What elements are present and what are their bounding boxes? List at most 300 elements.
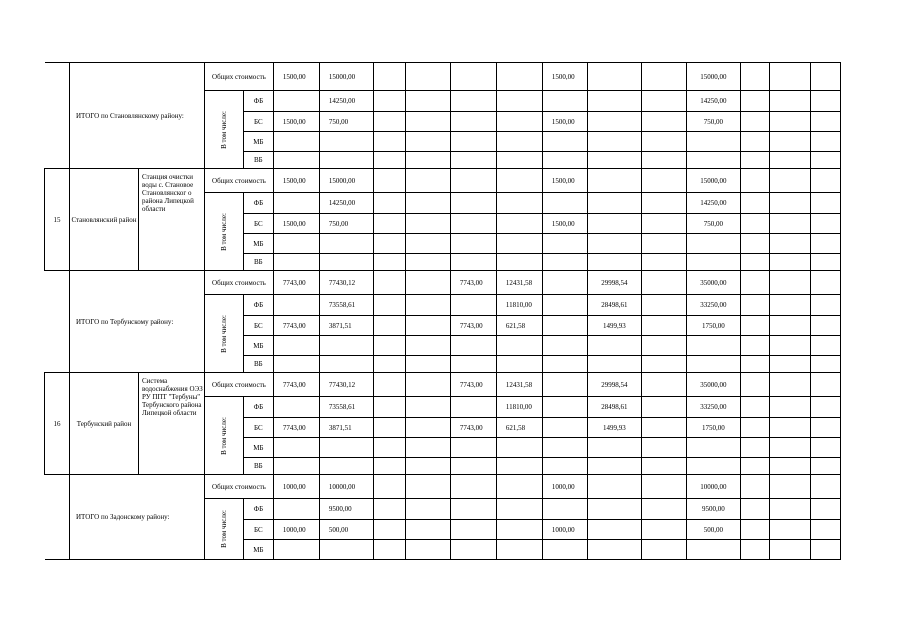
- source-label: ВБ: [243, 152, 273, 169]
- value-cell: 1500,00: [542, 63, 587, 91]
- source-label: ФБ: [243, 295, 273, 316]
- value-cell: [405, 356, 450, 373]
- value-cell: [769, 169, 810, 193]
- value-cell: [587, 520, 641, 540]
- value-cell: [496, 356, 542, 373]
- value-cell: [810, 254, 840, 271]
- value-cell: [810, 112, 840, 132]
- value-cell: [587, 356, 641, 373]
- value-cell: [273, 499, 319, 520]
- value-cell: 73558,61: [319, 295, 373, 316]
- value-cell: [542, 254, 587, 271]
- including-label: [205, 295, 244, 373]
- value-cell: [587, 152, 641, 169]
- value-cell: [686, 438, 740, 458]
- value-cell: [373, 438, 405, 458]
- value-cell: 7743,00: [273, 418, 319, 438]
- value-cell: 1500,00: [273, 112, 319, 132]
- value-cell: [405, 254, 450, 271]
- value-cell: [740, 169, 769, 193]
- value-cell: [496, 458, 542, 475]
- value-cell: [496, 475, 542, 499]
- value-cell: [450, 254, 496, 271]
- value-cell: [273, 336, 319, 356]
- value-cell: [810, 397, 840, 418]
- value-cell: [273, 234, 319, 254]
- value-cell: [587, 91, 641, 112]
- value-cell: [496, 336, 542, 356]
- value-cell: [686, 458, 740, 475]
- value-cell: [686, 132, 740, 152]
- value-cell: [450, 397, 496, 418]
- value-cell: [769, 152, 810, 169]
- value-cell: 35000,00: [686, 373, 740, 397]
- value-cell: [542, 336, 587, 356]
- value-cell: 7743,00: [450, 271, 496, 295]
- source-label: БС: [243, 520, 273, 540]
- value-cell: [273, 540, 319, 560]
- value-cell: [542, 540, 587, 560]
- value-cell: [542, 458, 587, 475]
- value-cell: [740, 214, 769, 234]
- value-cell: [405, 193, 450, 214]
- value-cell: [587, 214, 641, 234]
- value-cell: [319, 458, 373, 475]
- value-cell: [641, 63, 686, 91]
- value-cell: [405, 214, 450, 234]
- value-cell: [769, 63, 810, 91]
- value-cell: 1750,00: [686, 316, 740, 336]
- value-cell: [769, 271, 810, 295]
- value-cell: [740, 132, 769, 152]
- value-cell: 35000,00: [686, 271, 740, 295]
- value-cell: [740, 336, 769, 356]
- object-row: [45, 169, 888, 193]
- value-cell: [542, 397, 587, 418]
- value-cell: [686, 234, 740, 254]
- value-cell: [810, 418, 840, 438]
- source-label: БС: [243, 112, 273, 132]
- source-label: ВБ: [243, 458, 273, 475]
- value-cell: [450, 499, 496, 520]
- value-cell: [641, 152, 686, 169]
- value-cell: [405, 152, 450, 169]
- value-cell: [641, 169, 686, 193]
- value-cell: [450, 152, 496, 169]
- value-cell: [450, 214, 496, 234]
- value-cell: 500,00: [319, 520, 373, 540]
- value-cell: 14250,00: [319, 193, 373, 214]
- value-cell: [769, 520, 810, 540]
- value-cell: [686, 152, 740, 169]
- value-cell: [319, 336, 373, 356]
- value-cell: [319, 356, 373, 373]
- value-cell: [769, 499, 810, 520]
- value-cell: 28498,61: [587, 295, 641, 316]
- value-cell: [740, 356, 769, 373]
- value-cell: [496, 132, 542, 152]
- value-cell: [405, 91, 450, 112]
- value-cell: 1500,00: [542, 169, 587, 193]
- value-cell: [542, 356, 587, 373]
- row-number: 15: [45, 169, 70, 271]
- value-cell: [587, 540, 641, 560]
- value-cell: [450, 169, 496, 193]
- value-cell: [740, 475, 769, 499]
- value-cell: [740, 373, 769, 397]
- value-cell: [319, 438, 373, 458]
- including-text: В том числе:: [219, 110, 228, 149]
- value-cell: 7743,00: [273, 373, 319, 397]
- value-cell: [496, 520, 542, 540]
- source-label: ФБ: [243, 499, 273, 520]
- value-cell: [405, 234, 450, 254]
- value-cell: [319, 152, 373, 169]
- value-cell: 33250,00: [686, 295, 740, 316]
- value-cell: 12431,58: [496, 373, 542, 397]
- value-cell: [542, 295, 587, 316]
- value-cell: [769, 112, 810, 132]
- value-cell: [769, 540, 810, 560]
- value-cell: [641, 295, 686, 316]
- including-label: [205, 193, 244, 271]
- value-cell: [587, 475, 641, 499]
- source-label: МБ: [243, 336, 273, 356]
- value-cell: [405, 520, 450, 540]
- district-name: Становлянский район: [70, 169, 139, 271]
- value-cell: 73558,61: [319, 397, 373, 418]
- value-cell: [273, 356, 319, 373]
- value-cell: [769, 458, 810, 475]
- value-cell: [542, 132, 587, 152]
- cost-label: Общих стоимость: [205, 475, 274, 499]
- value-cell: [450, 63, 496, 91]
- including-text: В том числе:: [219, 212, 228, 251]
- value-cell: [810, 336, 840, 356]
- value-cell: [641, 540, 686, 560]
- value-cell: [373, 254, 405, 271]
- value-cell: [641, 520, 686, 540]
- value-cell: [641, 112, 686, 132]
- value-cell: [450, 458, 496, 475]
- value-cell: [405, 418, 450, 438]
- value-cell: [641, 214, 686, 234]
- source-label: МБ: [243, 540, 273, 560]
- value-cell: 1000,00: [273, 520, 319, 540]
- value-cell: [450, 438, 496, 458]
- source-label: ФБ: [243, 397, 273, 418]
- value-cell: [641, 91, 686, 112]
- value-cell: 15000,00: [319, 63, 373, 91]
- value-cell: [542, 234, 587, 254]
- total-label: ИТОГО по Становлянскому району:: [70, 63, 205, 169]
- value-cell: [740, 271, 769, 295]
- value-cell: 10000,00: [686, 475, 740, 499]
- value-cell: 77430,12: [319, 271, 373, 295]
- value-cell: [769, 397, 810, 418]
- value-cell: [496, 254, 542, 271]
- value-cell: [373, 520, 405, 540]
- value-cell: [810, 169, 840, 193]
- value-cell: [542, 152, 587, 169]
- cost-label: Общих стоимость: [205, 373, 274, 397]
- value-cell: [810, 356, 840, 373]
- value-cell: [810, 271, 840, 295]
- value-cell: [641, 336, 686, 356]
- value-cell: [810, 63, 840, 91]
- value-cell: 1500,00: [273, 63, 319, 91]
- source-label: БС: [243, 418, 273, 438]
- value-cell: [641, 373, 686, 397]
- value-cell: [769, 373, 810, 397]
- value-cell: [769, 438, 810, 458]
- value-cell: [740, 152, 769, 169]
- value-cell: [405, 112, 450, 132]
- value-cell: 29998,54: [587, 271, 641, 295]
- value-cell: [769, 336, 810, 356]
- value-cell: [450, 356, 496, 373]
- value-cell: [740, 91, 769, 112]
- value-cell: [450, 520, 496, 540]
- value-cell: [496, 112, 542, 132]
- including-label: [205, 499, 244, 560]
- value-cell: [273, 254, 319, 271]
- value-cell: [373, 271, 405, 295]
- value-cell: [686, 540, 740, 560]
- value-cell: 1000,00: [273, 475, 319, 499]
- value-cell: [496, 438, 542, 458]
- value-cell: 77430,12: [319, 373, 373, 397]
- value-cell: [405, 397, 450, 418]
- value-cell: 750,00: [319, 214, 373, 234]
- value-cell: 14250,00: [686, 193, 740, 214]
- cost-label: Общих стоимость: [205, 63, 274, 91]
- value-cell: [373, 112, 405, 132]
- value-cell: [542, 193, 587, 214]
- value-cell: [373, 214, 405, 234]
- value-cell: [373, 540, 405, 560]
- value-cell: 15000,00: [319, 169, 373, 193]
- including-text: В том числе:: [219, 314, 228, 353]
- value-cell: [587, 169, 641, 193]
- value-cell: 1000,00: [542, 520, 587, 540]
- including-text: В том числе:: [219, 416, 228, 455]
- value-cell: [740, 520, 769, 540]
- value-cell: 1499,93: [587, 316, 641, 336]
- value-cell: [496, 91, 542, 112]
- source-label: ВБ: [243, 254, 273, 271]
- value-cell: [686, 356, 740, 373]
- value-cell: [769, 214, 810, 234]
- total-row: [45, 271, 888, 295]
- value-cell: [405, 271, 450, 295]
- value-cell: [542, 91, 587, 112]
- value-cell: 621,58: [496, 316, 542, 336]
- value-cell: [450, 295, 496, 316]
- value-cell: [740, 499, 769, 520]
- value-cell: 11810,00: [496, 397, 542, 418]
- value-cell: [373, 418, 405, 438]
- value-cell: [373, 336, 405, 356]
- value-cell: [496, 169, 542, 193]
- object-row: [45, 373, 888, 397]
- value-cell: [769, 356, 810, 373]
- value-cell: [740, 316, 769, 336]
- value-cell: [587, 234, 641, 254]
- source-label: МБ: [243, 132, 273, 152]
- row-number-cell: [45, 63, 70, 169]
- value-cell: [769, 254, 810, 271]
- value-cell: [373, 193, 405, 214]
- value-cell: [810, 214, 840, 234]
- value-cell: [641, 397, 686, 418]
- value-cell: 1500,00: [542, 112, 587, 132]
- value-cell: [496, 499, 542, 520]
- value-cell: [686, 254, 740, 271]
- value-cell: 33250,00: [686, 397, 740, 418]
- object-name: Система водоснабжения ОЭЗ РУ ППТ "Тербуны" Тербунского района Липецкой области: [139, 373, 205, 475]
- value-cell: 1500,00: [273, 214, 319, 234]
- value-cell: [740, 540, 769, 560]
- value-cell: [641, 499, 686, 520]
- value-cell: [810, 152, 840, 169]
- source-label: МБ: [243, 234, 273, 254]
- value-cell: [641, 193, 686, 214]
- value-cell: [740, 397, 769, 418]
- value-cell: 750,00: [686, 112, 740, 132]
- value-cell: [373, 458, 405, 475]
- value-cell: [810, 132, 840, 152]
- value-cell: 750,00: [319, 112, 373, 132]
- value-cell: [373, 373, 405, 397]
- value-cell: [450, 112, 496, 132]
- including-text: В том числе:: [219, 510, 228, 548]
- value-cell: [450, 91, 496, 112]
- value-cell: [810, 540, 840, 560]
- value-cell: [319, 540, 373, 560]
- value-cell: [542, 418, 587, 438]
- value-cell: [405, 316, 450, 336]
- value-cell: 15000,00: [686, 63, 740, 91]
- value-cell: [405, 63, 450, 91]
- value-cell: [542, 438, 587, 458]
- value-cell: [373, 316, 405, 336]
- value-cell: [373, 475, 405, 499]
- value-cell: [810, 295, 840, 316]
- value-cell: [496, 214, 542, 234]
- value-cell: [769, 234, 810, 254]
- value-cell: [405, 458, 450, 475]
- value-cell: [740, 254, 769, 271]
- value-cell: [405, 373, 450, 397]
- value-cell: [450, 193, 496, 214]
- value-cell: 9500,00: [319, 499, 373, 520]
- cost-label: Общих стоимость: [205, 169, 274, 193]
- value-cell: [273, 152, 319, 169]
- value-cell: [373, 132, 405, 152]
- value-cell: [273, 397, 319, 418]
- total-row: [45, 63, 888, 91]
- value-cell: [542, 271, 587, 295]
- value-cell: [641, 316, 686, 336]
- including-label: [205, 397, 244, 475]
- value-cell: [405, 336, 450, 356]
- source-label: ФБ: [243, 193, 273, 214]
- value-cell: [373, 169, 405, 193]
- value-cell: [273, 295, 319, 316]
- value-cell: [587, 193, 641, 214]
- value-cell: [769, 295, 810, 316]
- value-cell: [273, 193, 319, 214]
- value-cell: [319, 254, 373, 271]
- value-cell: [587, 336, 641, 356]
- value-cell: [373, 397, 405, 418]
- value-cell: [587, 254, 641, 271]
- value-cell: 15000,00: [686, 169, 740, 193]
- including-label: [205, 91, 244, 169]
- value-cell: [810, 316, 840, 336]
- value-cell: [496, 540, 542, 560]
- value-cell: [686, 336, 740, 356]
- source-label: ФБ: [243, 91, 273, 112]
- source-label: МБ: [243, 438, 273, 458]
- value-cell: [496, 193, 542, 214]
- row-number: 16: [45, 373, 70, 475]
- value-cell: [450, 234, 496, 254]
- value-cell: 1500,00: [542, 214, 587, 234]
- total-row: [45, 475, 888, 499]
- source-label: БС: [243, 214, 273, 234]
- value-cell: [587, 499, 641, 520]
- value-cell: [740, 458, 769, 475]
- value-cell: 14250,00: [686, 91, 740, 112]
- value-cell: [405, 499, 450, 520]
- value-cell: [740, 438, 769, 458]
- value-cell: [641, 234, 686, 254]
- value-cell: [641, 254, 686, 271]
- total-label: ИТОГО по Задонскому району:: [70, 475, 205, 560]
- value-cell: 1750,00: [686, 418, 740, 438]
- value-cell: 7743,00: [450, 316, 496, 336]
- value-cell: [740, 295, 769, 316]
- value-cell: [641, 475, 686, 499]
- value-cell: [641, 418, 686, 438]
- value-cell: [273, 91, 319, 112]
- value-cell: [373, 91, 405, 112]
- value-cell: 11810,00: [496, 295, 542, 316]
- value-cell: [373, 295, 405, 316]
- value-cell: 750,00: [686, 214, 740, 234]
- value-cell: [740, 63, 769, 91]
- value-cell: [373, 234, 405, 254]
- value-cell: [740, 418, 769, 438]
- value-cell: [542, 373, 587, 397]
- value-cell: [810, 438, 840, 458]
- value-cell: [373, 63, 405, 91]
- value-cell: 1500,00: [273, 169, 319, 193]
- value-cell: [496, 234, 542, 254]
- value-cell: [587, 458, 641, 475]
- value-cell: [641, 271, 686, 295]
- value-cell: 3871,51: [319, 316, 373, 336]
- row-number-cell: [45, 475, 70, 560]
- value-cell: [810, 373, 840, 397]
- value-cell: [450, 540, 496, 560]
- value-cell: [319, 132, 373, 152]
- source-label: ВБ: [243, 356, 273, 373]
- value-cell: [587, 438, 641, 458]
- value-cell: [450, 132, 496, 152]
